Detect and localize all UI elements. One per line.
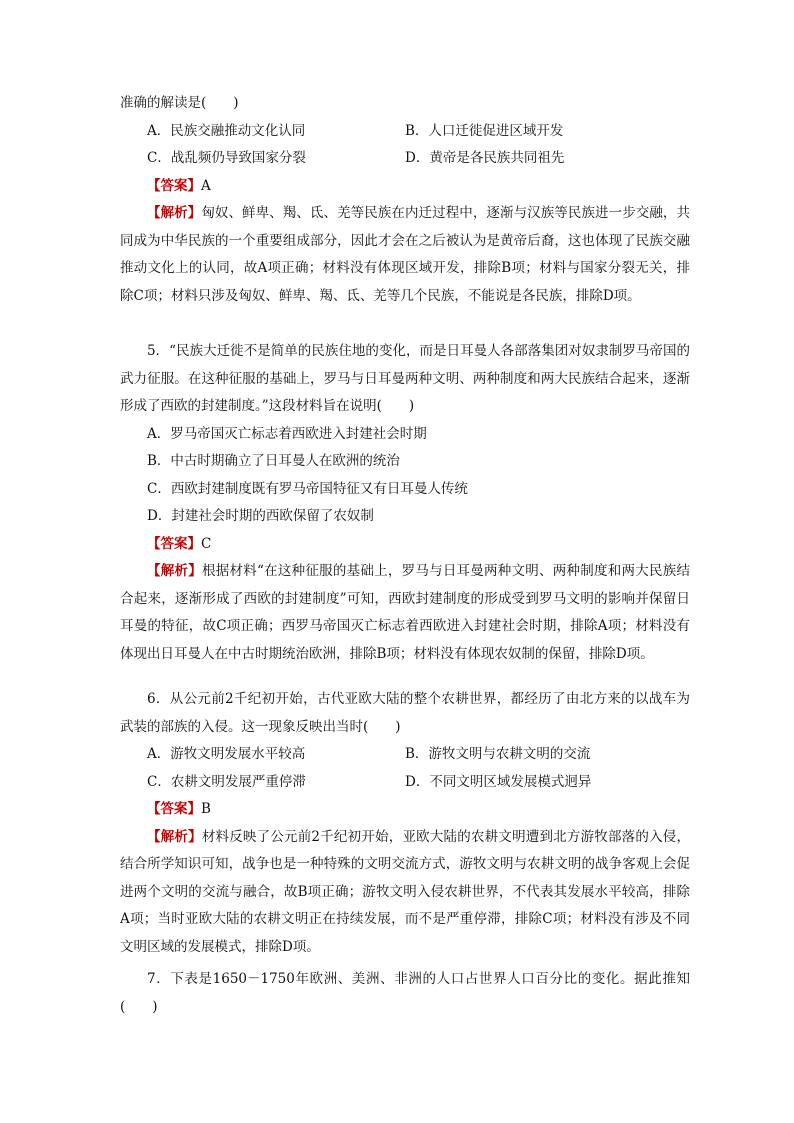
q5-analysis — [120, 558, 690, 668]
q5-answer — [120, 531, 690, 559]
q5-option-d: D．封建社会时期的西欧保留了农奴制 — [147, 508, 374, 524]
q6-answer — [120, 796, 690, 824]
q6-options-row-2 — [120, 769, 690, 797]
q5-option-a: A．罗马帝国灭亡标志着西欧进入封建社会时期 — [147, 425, 427, 442]
question-7 — [120, 966, 690, 1021]
q6-stem: 6．从公元前2千纪初开始，古代亚欧大陆的整个农耕世界，都经历了由北方来的以战车为武装的部族的入侵。这一现象反映出当时( ) — [120, 691, 690, 735]
q4-answer-value: A — [201, 177, 211, 194]
q7-stem: 7．下表是1650－1750年欧洲、美洲、非洲的人口占世界人口百分比的变化。据此推知( ) — [120, 971, 690, 1015]
question-6 — [120, 686, 690, 961]
q4-option-d: D．黄帝是各民族共同祖先 — [405, 150, 565, 166]
analysis-tag: 【解析】 — [147, 563, 202, 579]
q6-option-c: C．农耕文明发展严重停滞 — [147, 773, 306, 790]
q5-analysis-text: 根据材料“在这种征服的基础上，罗马与日耳曼两种文明、两种制度和两大民族结合起来，逐渐形成了西欧的封建制度”可知，西欧封建制度的形成受到罗马文明的影响并保留日耳曼的特征，故C项正确；西罗马帝国灭亡标志着西欧进入封建社会时期，排除A项；材料没有体现出日耳曼人在中古时期统治欧洲，排除B项；材料没有体现农奴制的保留，排除D项。 — [120, 563, 690, 662]
q4-analysis-text: 匈奴、鲜卑、羯、氐、羌等民族在内迁过程中，逐渐与汉族等民族进一步交融，共同成为中华民族的一个重要组成部分，因此才会在之后被认为是黄帝后裔，这也体现了民族交融推动文化上的认同，故A项正确；材料没有体现区域开发，排除B项；材料与国家分裂无关，排除C项；材料只涉及匈奴、鲜卑、羯、氐、羌等几个民族，不能说是各民族，排除D项。 — [120, 205, 691, 304]
q6-option-a: A．游牧文明发展水平较高 — [147, 746, 306, 762]
q6-options-row-1 — [120, 741, 690, 769]
answer-tag: 【答案】 — [147, 801, 201, 817]
q4-analysis — [120, 200, 690, 310]
q6-option-b: B．游牧文明与农耕文明的交流 — [405, 746, 591, 762]
q5-option-c: C．西欧封建制度既有罗马帝国特征又有日耳曼人传统 — [147, 480, 468, 497]
q4-stem-tail: 准确的解读是( ) — [120, 95, 239, 111]
q6-answer-value: B — [201, 801, 211, 817]
q5-answer-value: C — [201, 535, 212, 552]
question-4 — [120, 90, 690, 310]
q6-analysis-text: 材料反映了公元前2千纪初开始，亚欧大陆的农耕文明遭到北方游牧部落的入侵，结合所学知识可知，战争也是一种特殊的文明交流方式，游牧文明与农耕文明的战争客观上会促进两个文明的交流与融合，故B项正确；游牧文明入侵农耕世界，不代表其发展水平较高，排除A项；当时亚欧大陆的农耕文明正在持续发展，而不是严重停滞，排除C项；材料没有涉及不同文明区域的发展模式，排除D项。 — [120, 828, 690, 955]
analysis-tag: 【解析】 — [147, 828, 202, 845]
answer-tag: 【答案】 — [147, 535, 201, 552]
q4-answer — [120, 173, 690, 201]
q4-options-row-2 — [120, 145, 690, 173]
q5-option-b: B．中古时期确立了日耳曼人在欧洲的统治 — [147, 453, 400, 469]
q4-option-a: A．民族交融推动文化认同 — [147, 122, 306, 139]
q4-option-b: B．人口迁徙促进区域开发 — [405, 122, 564, 139]
q6-analysis — [120, 824, 690, 962]
q5-stem: 5．“民族大迁徙不是简单的民族住地的变化，而是日耳曼人各部落集团对奴隶制罗马帝国的武力征服。在这种征服的基础上，罗马与日耳曼两种文明、两种制度和两大民族结合起来，逐渐形成了西欧的封建制度。”这段材料旨在说明( ) — [120, 343, 690, 414]
q6-option-d: D．不同文明区域发展模式迥异 — [405, 773, 592, 790]
q4-option-c: C．战乱频仍导致国家分裂 — [147, 150, 306, 166]
q4-options-row-1 — [120, 118, 690, 146]
analysis-tag: 【解析】 — [147, 205, 202, 221]
question-5 — [120, 338, 690, 668]
answer-tag: 【答案】 — [147, 177, 201, 194]
